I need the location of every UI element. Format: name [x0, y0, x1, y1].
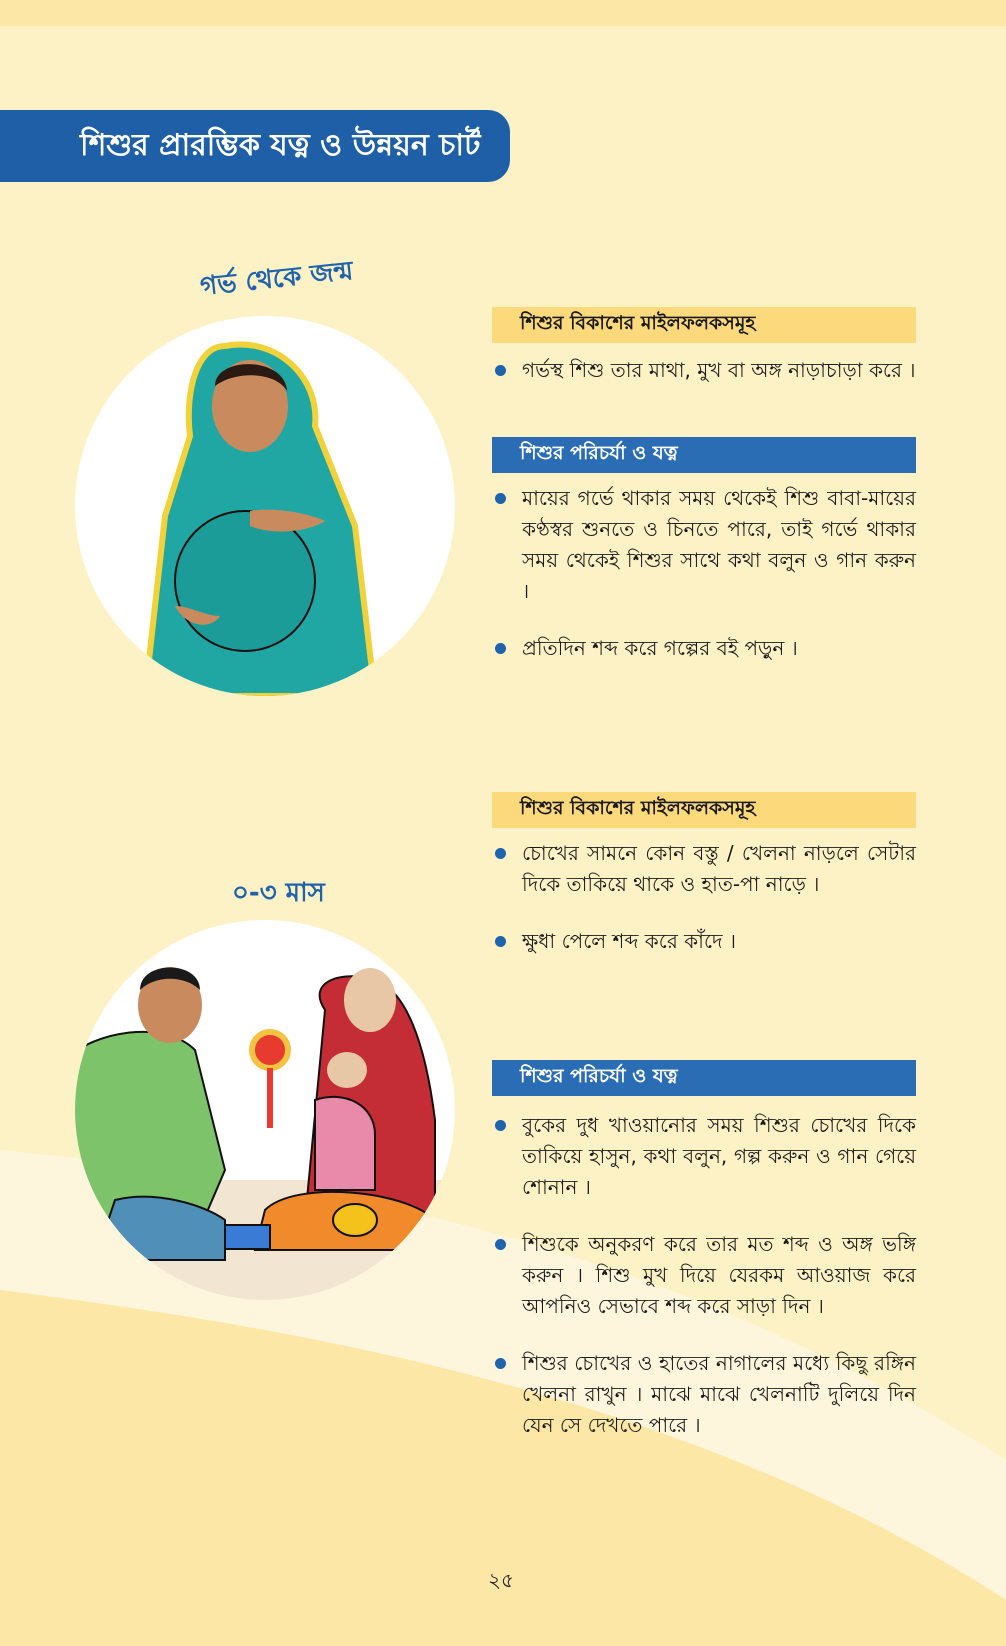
milestones-heading: শিশুর বিকাশের মাইলফলকসমূহ	[492, 307, 916, 343]
milestones-list	[492, 355, 916, 412]
page-number: ২৫	[488, 1568, 514, 1592]
list-item: শিশুর চোখের ও হাতের নাগালের মধ্যে কিছু রঙ্গিন খেলনা রাখুন । মাঝে মাঝে খেলনাটি দুলিয়ে দিন যেন সে দেখতে পারে ।	[492, 1348, 916, 1441]
list-item: ক্ষুধা পেলে শব্দ করে কাঁদে ।	[492, 926, 916, 957]
care-list	[492, 483, 916, 690]
page-title-banner	[0, 110, 510, 182]
bullet-icon	[495, 365, 506, 376]
bullet-icon	[495, 936, 506, 947]
parents-with-baby-illustration	[75, 920, 455, 1300]
care-heading: শিশুর পরিচর্যা ও যত্ন	[492, 1060, 916, 1096]
bullet-icon	[495, 643, 506, 654]
list-item: বুকের দুধ খাওয়ানোর সময় শিশুর চোখের দিকে তাকিয়ে হাসুন, কথা বলুন, গল্প করুন ও গান গেয়ে শোনান ।	[492, 1110, 916, 1203]
care-list	[492, 1110, 916, 1467]
page-title: শিশুর প্রারম্ভিক যত্ন ও উন্নয়ন চার্ট	[80, 127, 481, 163]
care-heading: শিশুর পরিচর্যা ও যত্ন	[492, 437, 916, 473]
milestones-list	[492, 838, 916, 983]
list-item: প্রতিদিন শব্দ করে গল্পের বই পড়ুন ।	[492, 633, 916, 664]
list-item: গর্ভস্থ শিশু তার মাথা, মুখ বা অঙ্গ নাড়াচাড়া করে ।	[492, 355, 916, 386]
pregnant-woman-illustration	[75, 316, 455, 696]
bullet-icon	[495, 493, 506, 504]
bullet-icon	[495, 1239, 506, 1250]
bullet-icon	[495, 1120, 506, 1131]
list-item: শিশুকে অনুকরণ করে তার মত শব্দ ও অঙ্গ ভঙ্গি করুন । শিশু মুখ দিয়ে যেরকম আওয়াজ করে আপনিও সেভাবে শব্দ করে সাড়া দিন ।	[492, 1229, 916, 1322]
bullet-icon	[495, 848, 506, 859]
section-title-pregnancy: গর্ভ থেকে জন্ম	[198, 256, 355, 302]
milestones-heading: শিশুর বিকাশের মাইলফলকসমূহ	[492, 792, 916, 828]
section-title-0-3-months: ০-৩ মাস	[232, 878, 325, 908]
bullet-icon	[495, 1358, 506, 1369]
list-item: চোখের সামনে কোন বস্তু / খেলনা নাড়লে সেটার দিকে তাকিয়ে থাকে ও হাত-পা নাড়ে ।	[492, 838, 916, 900]
list-item: মায়ের গর্ভে থাকার সময় থেকেই শিশু বাবা-মায়ের কণ্ঠস্বর শুনতে ও চিনতে পারে, তাই গর্ভে থাকার সময় থেকেই শিশুর সাথে কথা বলুন ও গান করুন ।	[492, 483, 916, 607]
